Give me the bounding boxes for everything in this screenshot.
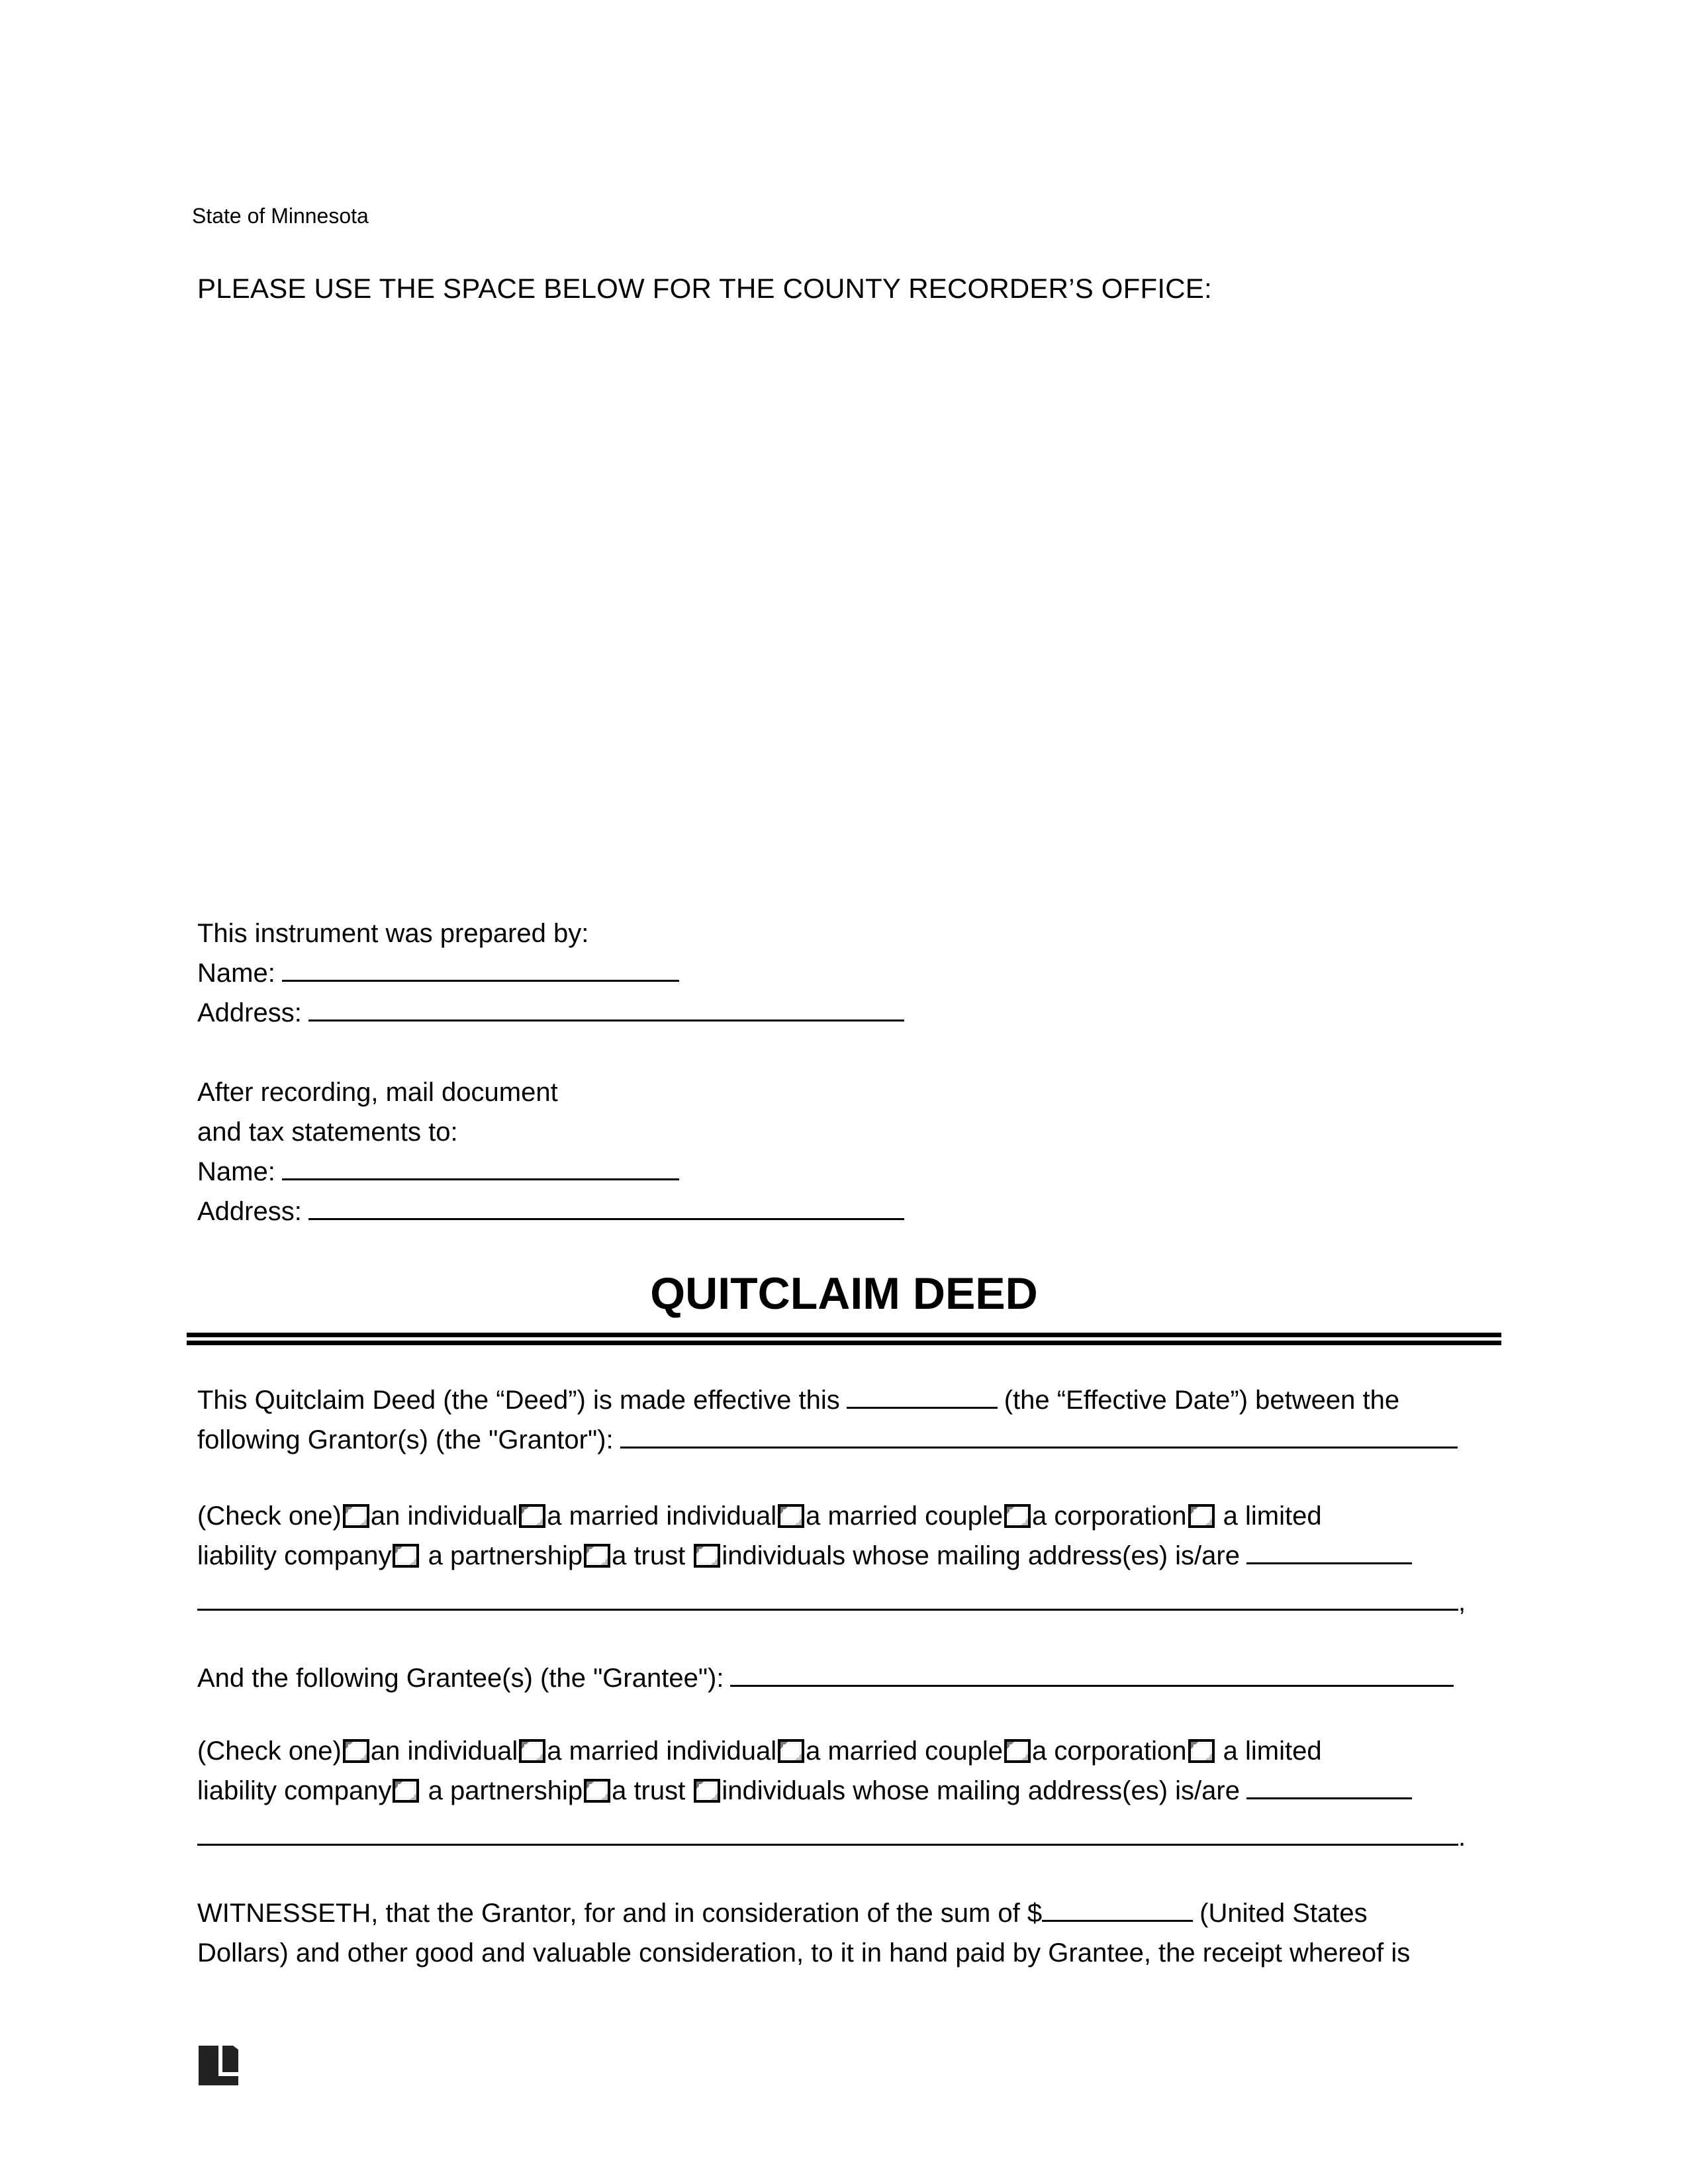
grantee-name-field[interactable] — [730, 1662, 1454, 1687]
grantor-checkbox-individuals-address[interactable] — [694, 1544, 720, 1568]
grantee-label: And the following Grantee(s) (the "Grantee"): — [197, 1664, 724, 1693]
grantor-checkbox-married-individual[interactable] — [519, 1504, 545, 1528]
title-rule-top — [187, 1333, 1501, 1337]
punct: . — [1458, 1823, 1466, 1852]
grantor-type-line-1 — [197, 1496, 1495, 1536]
option-label: a corporation — [1032, 1501, 1187, 1531]
option-label: an individual — [370, 1501, 518, 1531]
witnesseth-text: WITNESSETH, that the Grantor, for and in consideration of the sum of $ — [197, 1899, 1043, 1928]
name-label: Name: — [197, 1157, 275, 1186]
grantee-address-field[interactable] — [1246, 1775, 1412, 1799]
mail-to-heading-1: After recording, mail document — [197, 1078, 558, 1107]
state-label: State of Minnesota — [192, 204, 369, 228]
prepared-by-name-row — [197, 953, 679, 993]
grantor-address-field-2[interactable] — [197, 1586, 1458, 1611]
grantor-checkbox-individual[interactable] — [343, 1504, 369, 1528]
grantor-label: following Grantor(s) (the "Grantor"): — [197, 1425, 614, 1454]
option-label: a married couple — [806, 1501, 1004, 1531]
grantor-address-field[interactable] — [1246, 1540, 1412, 1564]
witnesseth-line-1 — [197, 1893, 1495, 1933]
address-label: Address: — [197, 998, 302, 1027]
mail-to-name-row — [197, 1152, 679, 1192]
grantor-name-field[interactable] — [620, 1424, 1458, 1448]
intro-line-1 — [197, 1380, 1495, 1420]
mail-to-heading-2: and tax statements to: — [197, 1117, 458, 1147]
grantee-checkbox-individuals-address[interactable] — [694, 1779, 720, 1803]
prepared-by-address-row — [197, 993, 904, 1033]
grantee-checkbox-llc[interactable] — [1188, 1739, 1215, 1763]
grantee-line — [197, 1658, 1495, 1698]
intro-line-2 — [197, 1420, 1495, 1460]
prepared-by-heading: This instrument was prepared by: — [197, 919, 589, 948]
title-rule-bottom — [187, 1341, 1501, 1345]
option-label: a trust — [612, 1776, 686, 1805]
grantee-checkbox-corporation[interactable] — [1004, 1739, 1031, 1763]
option-label: liability company — [197, 1776, 392, 1805]
grantee-checkbox-individual[interactable] — [343, 1739, 369, 1763]
grantee-checkbox-married-individual[interactable] — [519, 1739, 545, 1763]
option-label: a limited — [1223, 1736, 1322, 1766]
grantee-address-field-2[interactable] — [197, 1821, 1458, 1846]
option-label: a married individual — [547, 1736, 777, 1766]
intro-text: This Quitclaim Deed (the “Deed”) is made effective this — [197, 1386, 840, 1415]
punct: , — [1458, 1588, 1466, 1617]
grantee-checkbox-married-couple[interactable] — [778, 1739, 804, 1763]
option-label: a corporation — [1032, 1736, 1187, 1766]
prepared-by-name-field[interactable] — [282, 957, 679, 982]
mail-to-address-field[interactable] — [308, 1196, 904, 1220]
address-label: Address: — [197, 1197, 302, 1226]
check-one-label: (Check one) — [197, 1736, 342, 1766]
option-label: liability company — [197, 1541, 392, 1570]
grantor-checkbox-trust[interactable] — [584, 1544, 610, 1568]
grantor-address-line-3 — [197, 1582, 1495, 1622]
grantee-type-line-2 — [197, 1771, 1495, 1811]
grantee-checkbox-trust[interactable] — [584, 1779, 610, 1803]
grantee-address-line-3 — [197, 1817, 1495, 1857]
mail-to-name-field[interactable] — [282, 1156, 679, 1180]
prepared-by-address-field[interactable] — [308, 997, 904, 1021]
grantor-checkbox-partnership[interactable] — [393, 1544, 419, 1568]
witnesseth-line-2: Dollars) and other good and valuable consideration, to it in hand paid by Grantee, the receipt whereof is — [197, 1938, 1411, 1968]
check-one-label: (Check one) — [197, 1501, 342, 1531]
consideration-amount-field[interactable] — [1042, 1897, 1193, 1922]
effective-date-field[interactable] — [847, 1384, 998, 1409]
document-title: QUITCLAIM DEED — [650, 1268, 1038, 1319]
document-logo-icon — [199, 2046, 240, 2087]
mail-to-address-row — [197, 1192, 904, 1231]
recorder-notice: PLEASE USE THE SPACE BELOW FOR THE COUNTY RECORDER’S OFFICE: — [197, 273, 1212, 304]
witnesseth-text-2: (United States — [1199, 1899, 1368, 1928]
option-label: a partnership — [428, 1541, 583, 1570]
option-label: a married individual — [547, 1501, 777, 1531]
grantor-checkbox-corporation[interactable] — [1004, 1504, 1031, 1528]
grantee-type-line-1 — [197, 1731, 1495, 1771]
option-label: individuals whose mailing address(es) is/are — [722, 1541, 1240, 1570]
option-label: an individual — [370, 1736, 518, 1766]
option-label: a partnership — [428, 1776, 583, 1805]
grantor-checkbox-llc[interactable] — [1188, 1504, 1215, 1528]
option-label: a trust — [612, 1541, 686, 1570]
name-label: Name: — [197, 959, 275, 988]
option-label: individuals whose mailing address(es) is/are — [722, 1776, 1240, 1805]
grantor-checkbox-married-couple[interactable] — [778, 1504, 804, 1528]
option-label: a limited — [1223, 1501, 1322, 1531]
intro-text-2: (the “Effective Date”) between the — [1004, 1386, 1400, 1415]
option-label: a married couple — [806, 1736, 1004, 1766]
grantee-checkbox-partnership[interactable] — [393, 1779, 419, 1803]
grantor-type-line-2 — [197, 1536, 1495, 1576]
